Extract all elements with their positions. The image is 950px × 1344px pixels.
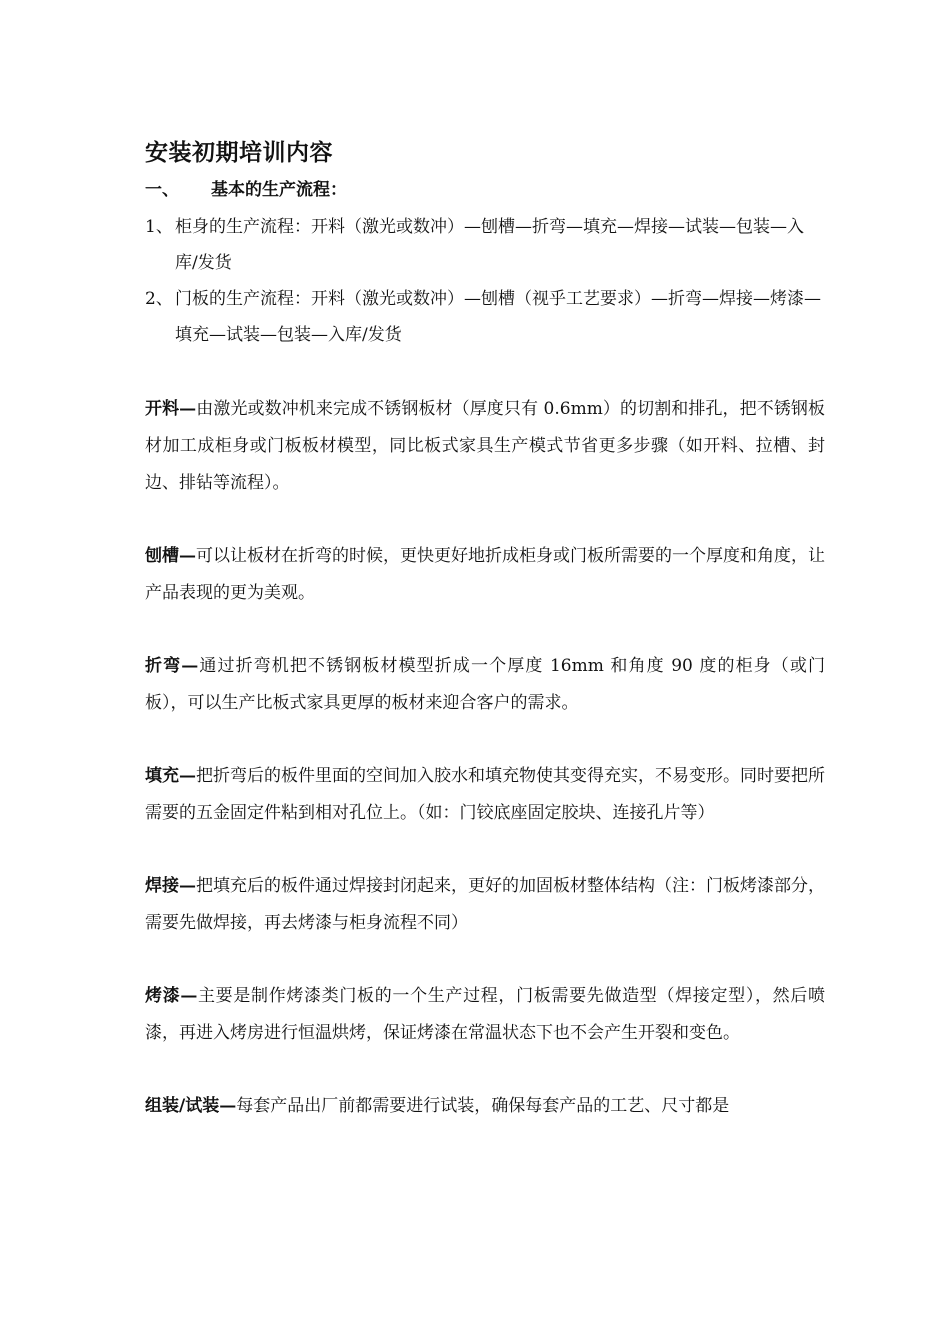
list-item	[145, 209, 825, 281]
list-item-number: 2、	[145, 289, 173, 309]
section-heading-text: 基本的生产流程：	[211, 180, 347, 200]
document-title: 安装初期培训内容	[145, 139, 333, 166]
paragraph-term: 烤漆—	[145, 986, 198, 1006]
process-list	[145, 209, 825, 353]
paragraph-painting	[145, 978, 825, 1052]
document-page	[145, 137, 825, 1161]
paragraph-assembly	[145, 1088, 825, 1125]
list-item	[145, 281, 825, 353]
paragraph-text: 主要是制作烤漆类门板的一个生产过程，门板需要先做造型（焊接定型），然后喷漆，再进入烤房进行恒温烘烤，保证烤漆在常温状态下也不会产生开裂和变色。	[145, 986, 825, 1043]
paragraph-filling	[145, 758, 825, 832]
paragraph-text: 由激光或数冲机来完成不锈钢板材（厚度只有 0.6mm）的切割和排孔，把不锈钢板材加工成柜身或门板板材模型，同比板式家具生产模式节省更多步骤（如开料、拉槽、封边、排钻等流程）。	[145, 399, 825, 493]
paragraph-term: 刨槽—	[145, 546, 196, 566]
paragraph-term: 开料—	[145, 399, 197, 419]
paragraph-text: 把折弯后的板件里面的空间加入胶水和填充物使其变得充实，不易变形。同时要把所需要的五金固定件粘到相对孔位上。（如：门铰底座固定胶块、连接孔片等）	[145, 766, 825, 823]
list-item-text: 门板的生产流程：开料（激光或数冲）—刨槽（视乎工艺要求）—折弯—焊接—烤漆—填充—试装—包装—入库/发货	[175, 289, 821, 345]
paragraph-welding	[145, 868, 825, 942]
paragraph-text: 每套产品出厂前都需要进行试装，确保每套产品的工艺、尺寸都是	[236, 1096, 730, 1116]
section-heading	[145, 175, 825, 205]
paragraph-term: 组装/试装—	[145, 1096, 237, 1116]
paragraph-grooving	[145, 538, 825, 612]
paragraph-term: 焊接—	[145, 876, 196, 896]
paragraph-bending	[145, 648, 825, 722]
paragraph-text: 可以让板材在折弯的时候，更快更好地折成柜身或门板所需要的一个厚度和角度，让产品表现的更为美观。	[145, 546, 825, 603]
paragraph-term: 填充—	[145, 766, 196, 786]
paragraph-cutting	[145, 391, 825, 502]
paragraph-text: 把填充后的板件通过焊接封闭起来，更好的加固板材整体结构（注：门板烤漆部分，需要先做焊接，再去烤漆与柜身流程不同）	[145, 876, 825, 933]
list-item-text: 柜身的生产流程：开料（激光或数冲）—刨槽—折弯—填充—焊接—试装—包装—入库/发货	[175, 217, 804, 273]
paragraph-text: 通过折弯机把不锈钢板材模型折成一个厚度 16mm 和角度 90 度的柜身（或门板），可以生产比板式家具更厚的板材来迎合客户的需求。	[145, 656, 826, 713]
list-item-number: 1、	[145, 217, 173, 237]
paragraph-term: 折弯—	[145, 656, 199, 676]
section-number: 一、	[145, 180, 179, 200]
